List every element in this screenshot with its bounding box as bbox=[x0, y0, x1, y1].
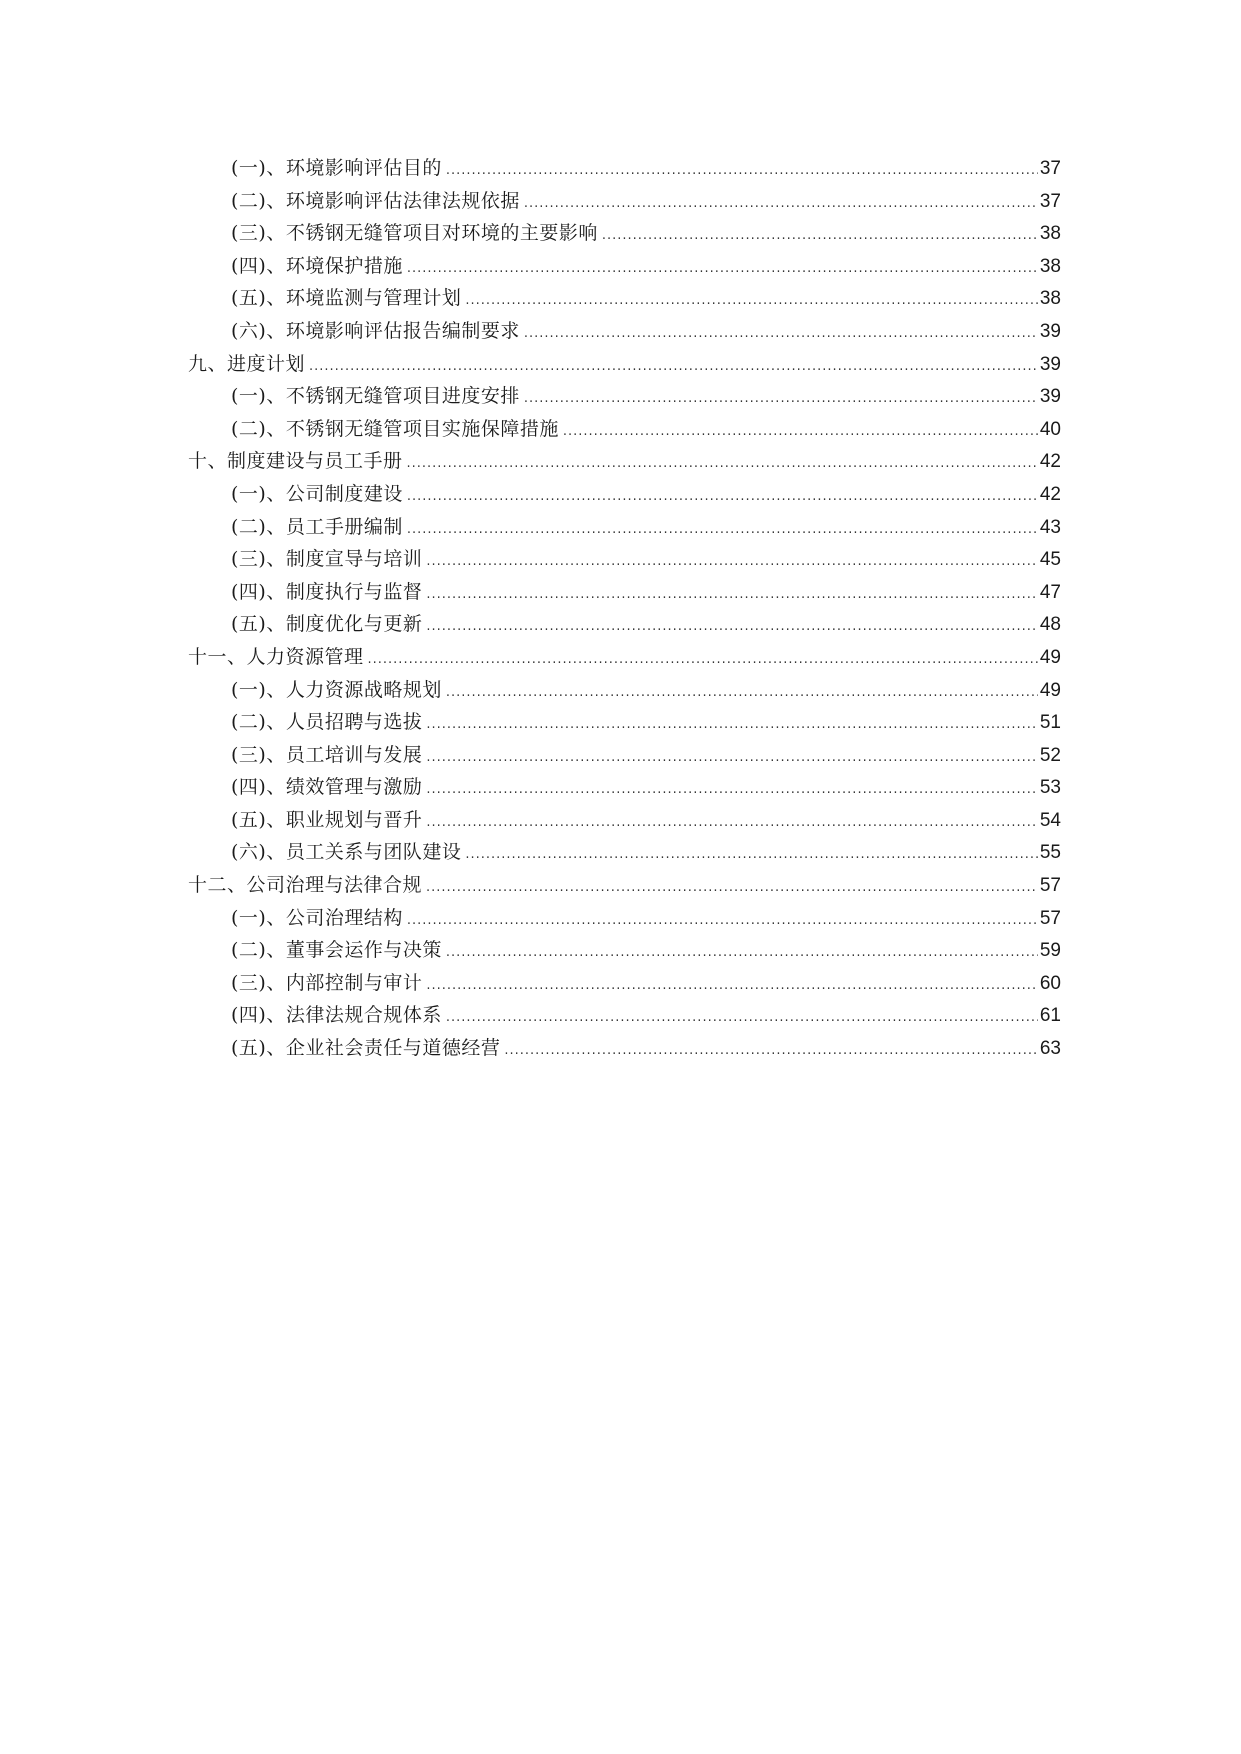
toc-entry-title: (三)、制度宣导与培训 bbox=[231, 548, 423, 571]
toc-section-entry[interactable] bbox=[188, 707, 1061, 740]
toc-page-number: 38 bbox=[1039, 223, 1061, 245]
toc-section-entry[interactable] bbox=[188, 153, 1061, 186]
toc-entry-title: (一)、人力资源战略规划 bbox=[231, 678, 442, 701]
toc-section-entry[interactable] bbox=[188, 740, 1061, 773]
toc-section-entry[interactable] bbox=[188, 935, 1061, 968]
toc-dot-leader bbox=[426, 554, 1038, 569]
toc-page-number: 42 bbox=[1039, 451, 1061, 473]
toc-dot-leader bbox=[368, 652, 1038, 667]
toc-section-entry[interactable] bbox=[188, 609, 1061, 642]
toc-chapter-entry[interactable] bbox=[188, 642, 1061, 675]
toc-dot-leader bbox=[426, 978, 1038, 993]
toc-dot-leader bbox=[426, 717, 1038, 732]
toc-page-number: 39 bbox=[1039, 353, 1061, 375]
toc-dot-leader bbox=[426, 587, 1038, 602]
toc-dot-leader bbox=[446, 1010, 1038, 1025]
toc-entry-title: (三)、员工培训与发展 bbox=[231, 743, 423, 766]
toc-section-entry[interactable] bbox=[188, 186, 1061, 219]
toc-dot-leader bbox=[563, 424, 1038, 439]
toc-entry-title: (一)、公司治理结构 bbox=[231, 906, 403, 929]
toc-entry-title: (二)、环境影响评估法律法规依据 bbox=[231, 189, 520, 212]
toc-page-number: 53 bbox=[1039, 777, 1061, 799]
toc-page-number: 38 bbox=[1039, 255, 1061, 277]
toc-section-entry[interactable] bbox=[188, 805, 1061, 838]
toc-section-entry[interactable] bbox=[188, 577, 1061, 610]
toc-section-entry[interactable] bbox=[188, 218, 1061, 251]
toc-dot-leader bbox=[407, 489, 1038, 504]
toc-section-entry[interactable] bbox=[188, 1033, 1061, 1066]
toc-page-number: 39 bbox=[1039, 386, 1061, 408]
toc-dot-leader bbox=[524, 391, 1038, 406]
toc-entry-title: (六)、员工关系与团队建设 bbox=[231, 841, 462, 864]
toc-entry-title: (三)、内部控制与审计 bbox=[231, 971, 423, 994]
toc-dot-leader bbox=[446, 945, 1038, 960]
toc-dot-leader bbox=[426, 880, 1038, 895]
toc-dot-leader bbox=[465, 847, 1038, 862]
toc-entry-title: (二)、员工手册编制 bbox=[231, 515, 403, 538]
toc-entry-title: 十一、人力资源管理 bbox=[188, 645, 364, 668]
toc-section-entry[interactable] bbox=[188, 512, 1061, 545]
toc-dot-leader bbox=[524, 326, 1038, 341]
toc-entry-title: (一)、不锈钢无缝管项目进度安排 bbox=[231, 385, 520, 408]
toc-entry-title: 九、进度计划 bbox=[188, 352, 306, 375]
toc-entry-title: (二)、人员招聘与选拔 bbox=[231, 711, 423, 734]
toc-entry-title: (四)、法律法规合规体系 bbox=[231, 1004, 442, 1027]
toc-section-entry[interactable] bbox=[188, 837, 1061, 870]
toc-dot-leader bbox=[446, 685, 1038, 700]
toc-entry-title: (五)、制度优化与更新 bbox=[231, 613, 423, 636]
toc-dot-leader bbox=[504, 1043, 1038, 1058]
toc-dot-leader bbox=[426, 619, 1038, 634]
toc-dot-leader bbox=[602, 228, 1038, 243]
toc-section-entry[interactable] bbox=[188, 414, 1061, 447]
toc-entry-title: (二)、董事会运作与决策 bbox=[231, 939, 442, 962]
toc-page-number: 55 bbox=[1039, 842, 1061, 864]
toc-entry-title: (一)、公司制度建设 bbox=[231, 482, 403, 505]
toc-page-number: 49 bbox=[1039, 679, 1061, 701]
toc-page-number: 61 bbox=[1039, 1005, 1061, 1027]
toc-dot-leader bbox=[465, 293, 1038, 308]
toc-page-number: 59 bbox=[1039, 940, 1061, 962]
toc-page-number: 60 bbox=[1039, 972, 1061, 994]
toc-dot-leader bbox=[407, 261, 1038, 276]
toc-page-number: 39 bbox=[1039, 320, 1061, 342]
toc-dot-leader bbox=[426, 750, 1038, 765]
toc-section-entry[interactable] bbox=[188, 283, 1061, 316]
toc-dot-leader bbox=[407, 522, 1038, 537]
toc-page-number: 42 bbox=[1039, 483, 1061, 505]
toc-entry-title: (四)、绩效管理与激励 bbox=[231, 776, 423, 799]
toc-entry-title: (四)、制度执行与监督 bbox=[231, 580, 423, 603]
toc-page-number: 57 bbox=[1039, 875, 1061, 897]
toc-page-number: 40 bbox=[1039, 418, 1061, 440]
toc-page-number: 45 bbox=[1039, 549, 1061, 571]
toc-section-entry[interactable] bbox=[188, 381, 1061, 414]
toc-page-number: 47 bbox=[1039, 581, 1061, 603]
toc-section-entry[interactable] bbox=[188, 968, 1061, 1001]
toc-page-number: 52 bbox=[1039, 744, 1061, 766]
toc-page-number: 54 bbox=[1039, 809, 1061, 831]
toc-section-entry[interactable] bbox=[188, 316, 1061, 349]
toc-dot-leader bbox=[407, 913, 1038, 928]
toc-dot-leader bbox=[407, 456, 1038, 471]
toc-chapter-entry[interactable] bbox=[188, 446, 1061, 479]
toc-chapter-entry[interactable] bbox=[188, 349, 1061, 382]
toc-dot-leader bbox=[524, 196, 1038, 211]
toc-entry-title: (五)、职业规划与晋升 bbox=[231, 808, 423, 831]
toc-chapter-entry[interactable] bbox=[188, 870, 1061, 903]
toc-entry-title: 十二、公司治理与法律合规 bbox=[188, 874, 423, 897]
toc-section-entry[interactable] bbox=[188, 1000, 1061, 1033]
toc-page-number: 48 bbox=[1039, 614, 1061, 636]
toc-entry-title: (四)、环境保护措施 bbox=[231, 254, 403, 277]
toc-dot-leader bbox=[446, 163, 1038, 178]
toc-section-entry[interactable] bbox=[188, 544, 1061, 577]
toc-entry-title: (六)、环境影响评估报告编制要求 bbox=[231, 319, 520, 342]
toc-section-entry[interactable] bbox=[188, 479, 1061, 512]
toc-page-number: 51 bbox=[1039, 712, 1061, 734]
toc-page-number: 38 bbox=[1039, 288, 1061, 310]
toc-page-number: 57 bbox=[1039, 907, 1061, 929]
toc-page-number: 43 bbox=[1039, 516, 1061, 538]
toc-entry-title: (五)、企业社会责任与道德经营 bbox=[231, 1037, 501, 1060]
toc-entry-title: 十、制度建设与员工手册 bbox=[188, 450, 403, 473]
toc-section-entry[interactable] bbox=[188, 772, 1061, 805]
toc-page-number: 37 bbox=[1039, 158, 1061, 179]
toc-entry-title: (一)、环境影响评估目的 bbox=[231, 157, 442, 179]
toc-page-number: 37 bbox=[1039, 190, 1061, 212]
toc-page-number: 49 bbox=[1039, 646, 1061, 668]
toc-dot-leader bbox=[309, 359, 1038, 374]
toc-section-entry[interactable] bbox=[188, 251, 1061, 284]
toc-entry-title: (三)、不锈钢无缝管项目对环境的主要影响 bbox=[231, 222, 598, 245]
toc-section-entry[interactable] bbox=[188, 675, 1061, 708]
toc-entry-title: (五)、环境监测与管理计划 bbox=[231, 287, 462, 310]
table-of-contents bbox=[188, 153, 1061, 1066]
toc-entry-title: (二)、不锈钢无缝管项目实施保障措施 bbox=[231, 417, 559, 440]
toc-dot-leader bbox=[426, 815, 1038, 830]
toc-dot-leader bbox=[426, 782, 1038, 797]
toc-section-entry[interactable] bbox=[188, 903, 1061, 936]
toc-page-number: 63 bbox=[1039, 1038, 1061, 1060]
